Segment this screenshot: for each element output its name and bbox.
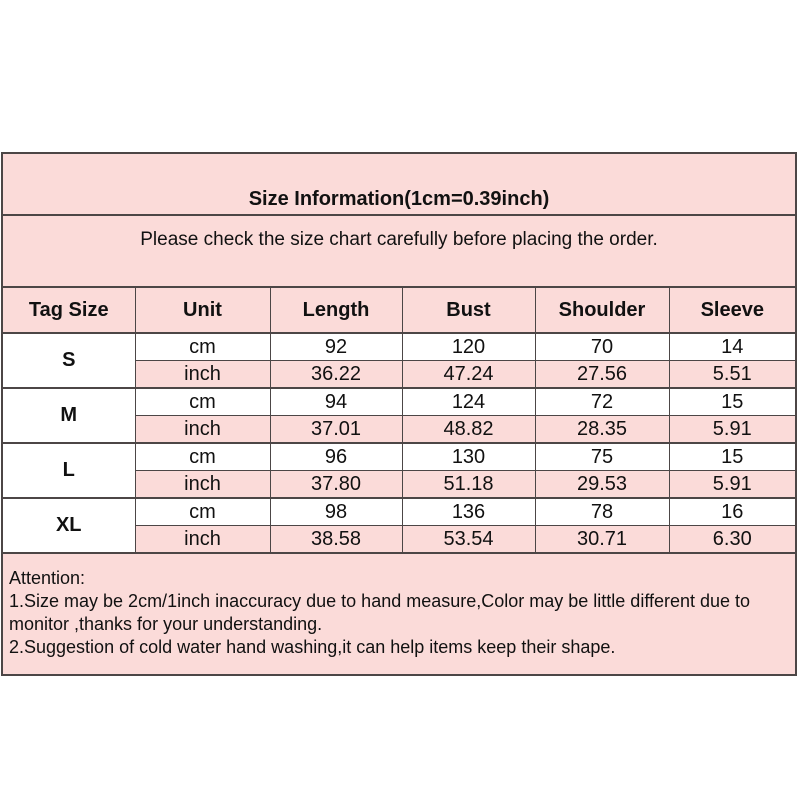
measurement-cell: 48.82	[402, 416, 535, 444]
measurement-cell: 37.01	[270, 416, 402, 444]
unit-label-inch: inch	[135, 361, 270, 389]
subtitle-row	[2, 215, 796, 287]
measurement-cell: 94	[270, 388, 402, 416]
size-l-cm-row	[2, 443, 796, 471]
page-title: Size Information(1cm=0.39inch)	[2, 153, 796, 215]
column-header-length: Length	[270, 287, 402, 333]
subtitle-note: Please check the size chart carefully before placing the order.	[2, 215, 796, 287]
column-header-bust: Bust	[402, 287, 535, 333]
measurement-cell: 14	[669, 333, 796, 361]
measurement-cell: 92	[270, 333, 402, 361]
unit-label-inch: inch	[135, 526, 270, 554]
measurement-cell: 53.54	[402, 526, 535, 554]
attention-heading: Attention:	[9, 568, 86, 588]
measurement-cell: 75	[535, 443, 669, 471]
unit-label-inch: inch	[135, 416, 270, 444]
attention-note	[2, 553, 796, 675]
measurement-cell: 15	[669, 443, 796, 471]
measurement-cell: 96	[270, 443, 402, 471]
measurement-cell: 36.22	[270, 361, 402, 389]
measurement-cell: 47.24	[402, 361, 535, 389]
size-table	[1, 152, 797, 676]
measurement-cell: 6.30	[669, 526, 796, 554]
measurement-cell: 72	[535, 388, 669, 416]
measurement-cell: 120	[402, 333, 535, 361]
column-header-shoulder: Shoulder	[535, 287, 669, 333]
tag-size-xl: XL	[2, 498, 135, 553]
size-xl-cm-row	[2, 498, 796, 526]
title-row	[2, 153, 796, 215]
tag-size-m: M	[2, 388, 135, 443]
measurement-cell: 5.91	[669, 471, 796, 499]
column-header-unit: Unit	[135, 287, 270, 333]
measurement-cell: 27.56	[535, 361, 669, 389]
column-header-sleeve: Sleeve	[669, 287, 796, 333]
measurement-cell: 29.53	[535, 471, 669, 499]
attention-line-1: 1.Size may be 2cm/1inch inaccuracy due to hand measure,Color may be little different due to	[9, 591, 751, 611]
measurement-cell: 98	[270, 498, 402, 526]
size-m-cm-row	[2, 388, 796, 416]
column-header-tag-size: Tag Size	[2, 287, 135, 333]
unit-label-cm: cm	[135, 498, 270, 526]
attention-line-1-cont: monitor ,thanks for your understanding.	[9, 614, 323, 634]
column-header-row	[2, 287, 796, 333]
measurement-cell: 16	[669, 498, 796, 526]
measurement-cell: 78	[535, 498, 669, 526]
measurement-cell: 30.71	[535, 526, 669, 554]
measurement-cell: 38.58	[270, 526, 402, 554]
tag-size-l: L	[2, 443, 135, 498]
measurement-cell: 37.80	[270, 471, 402, 499]
tag-size-s: S	[2, 333, 135, 388]
measurement-cell: 5.91	[669, 416, 796, 444]
unit-label-inch: inch	[135, 471, 270, 499]
measurement-cell: 136	[402, 498, 535, 526]
measurement-cell: 5.51	[669, 361, 796, 389]
measurement-cell: 15	[669, 388, 796, 416]
measurement-cell: 124	[402, 388, 535, 416]
attention-line-2: 2.Suggestion of cold water hand washing,it can help items keep their shape.	[9, 637, 616, 657]
measurement-cell: 130	[402, 443, 535, 471]
size-s-cm-row	[2, 333, 796, 361]
unit-label-cm: cm	[135, 443, 270, 471]
measurement-cell: 70	[535, 333, 669, 361]
unit-label-cm: cm	[135, 388, 270, 416]
unit-label-cm: cm	[135, 333, 270, 361]
attention-row	[2, 553, 796, 675]
measurement-cell: 28.35	[535, 416, 669, 444]
measurement-cell: 51.18	[402, 471, 535, 499]
